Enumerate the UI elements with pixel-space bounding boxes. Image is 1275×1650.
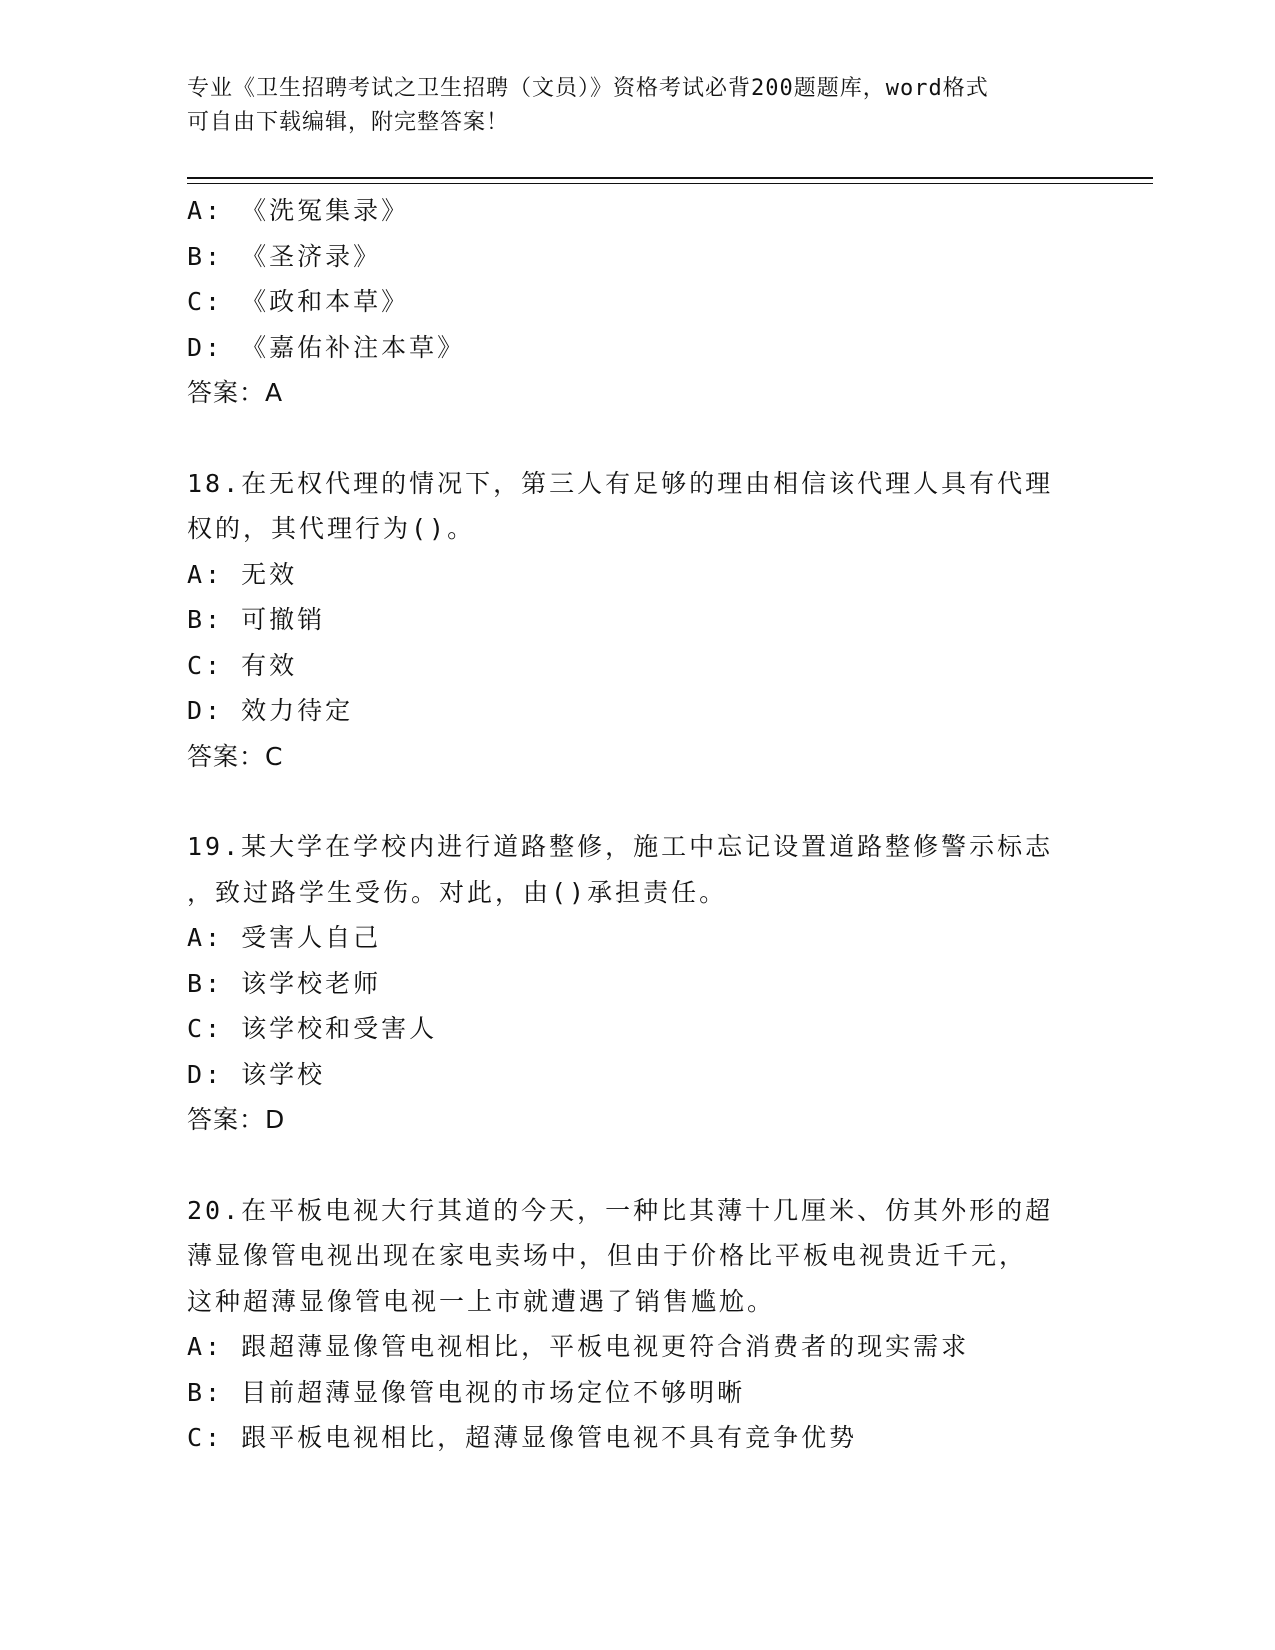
header-line-2: 可自由下载编辑，附完整答案！: [187, 110, 510, 135]
answer-line: 答案：D: [187, 1105, 286, 1134]
header-rule-thin: [187, 183, 1153, 184]
option-b: B: 目前超薄显像管电视的市场定位不够明晰: [187, 1377, 746, 1407]
question-gap: [187, 1143, 1087, 1188]
question-stem-line: 这种超薄显像管电视一上市就遭遇了销售尴尬。: [187, 1286, 776, 1316]
option-c: C: 《政和本草》: [187, 287, 410, 316]
question-17: [187, 188, 1087, 416]
answer-line: 答案：A: [187, 378, 284, 407]
question-stem-line: 19.某大学在学校内进行道路整修，施工中忘记设置道路整修警示标志: [187, 832, 1054, 861]
question-stem-line: ，致过路学生受伤。对此，由()承担责任。: [187, 877, 728, 907]
option-d: D: 《嘉佑补注本草》: [187, 332, 466, 362]
option-b: B: 该学校老师: [187, 968, 382, 998]
question-stem-line: 18.在无权代理的情况下，第三人有足够的理由相信该代理人具有代理: [187, 468, 1054, 498]
question-stem-line: 权的，其代理行为()。: [187, 514, 476, 543]
header-line-1: 专业《卫生招聘考试之卫生招聘（文员）》资格考试必背200题题库，word格式: [187, 76, 989, 101]
option-b: B: 《圣济录》: [187, 241, 382, 271]
option-a: A: 无效: [187, 559, 298, 589]
option-b: B: 可撤销: [187, 605, 326, 634]
header-rule-thick: [187, 177, 1153, 179]
option-a: A: 跟超薄显像管电视相比，平板电视更符合消费者的现实需求: [187, 1332, 970, 1361]
option-c: C: 跟平板电视相比，超薄显像管电视不具有竞争优势: [187, 1423, 858, 1452]
question-stem-line: 20.在平板电视大行其道的今天，一种比其薄十几厘米、仿其外形的超: [187, 1195, 1054, 1225]
question-gap: [187, 416, 1087, 461]
option-a: A: 《洗冤集录》: [187, 196, 410, 225]
option-d: D: 该学校: [187, 1059, 326, 1089]
option-c: C: 该学校和受害人: [187, 1014, 438, 1043]
question-19: [187, 824, 1087, 1143]
question-18: [187, 461, 1087, 780]
question-stem-line: 薄显像管电视出现在家电卖场中，但由于价格比平板电视贵近千元，: [187, 1241, 1028, 1270]
option-c: C: 有效: [187, 650, 298, 680]
question-20: [187, 1188, 1087, 1461]
question-gap: [187, 779, 1087, 824]
answer-line: 答案：C: [187, 741, 284, 771]
question-content: [187, 188, 1087, 1461]
option-a: A: 受害人自己: [187, 923, 382, 952]
option-d: D: 效力待定: [187, 696, 354, 725]
document-header: [187, 72, 1067, 140]
